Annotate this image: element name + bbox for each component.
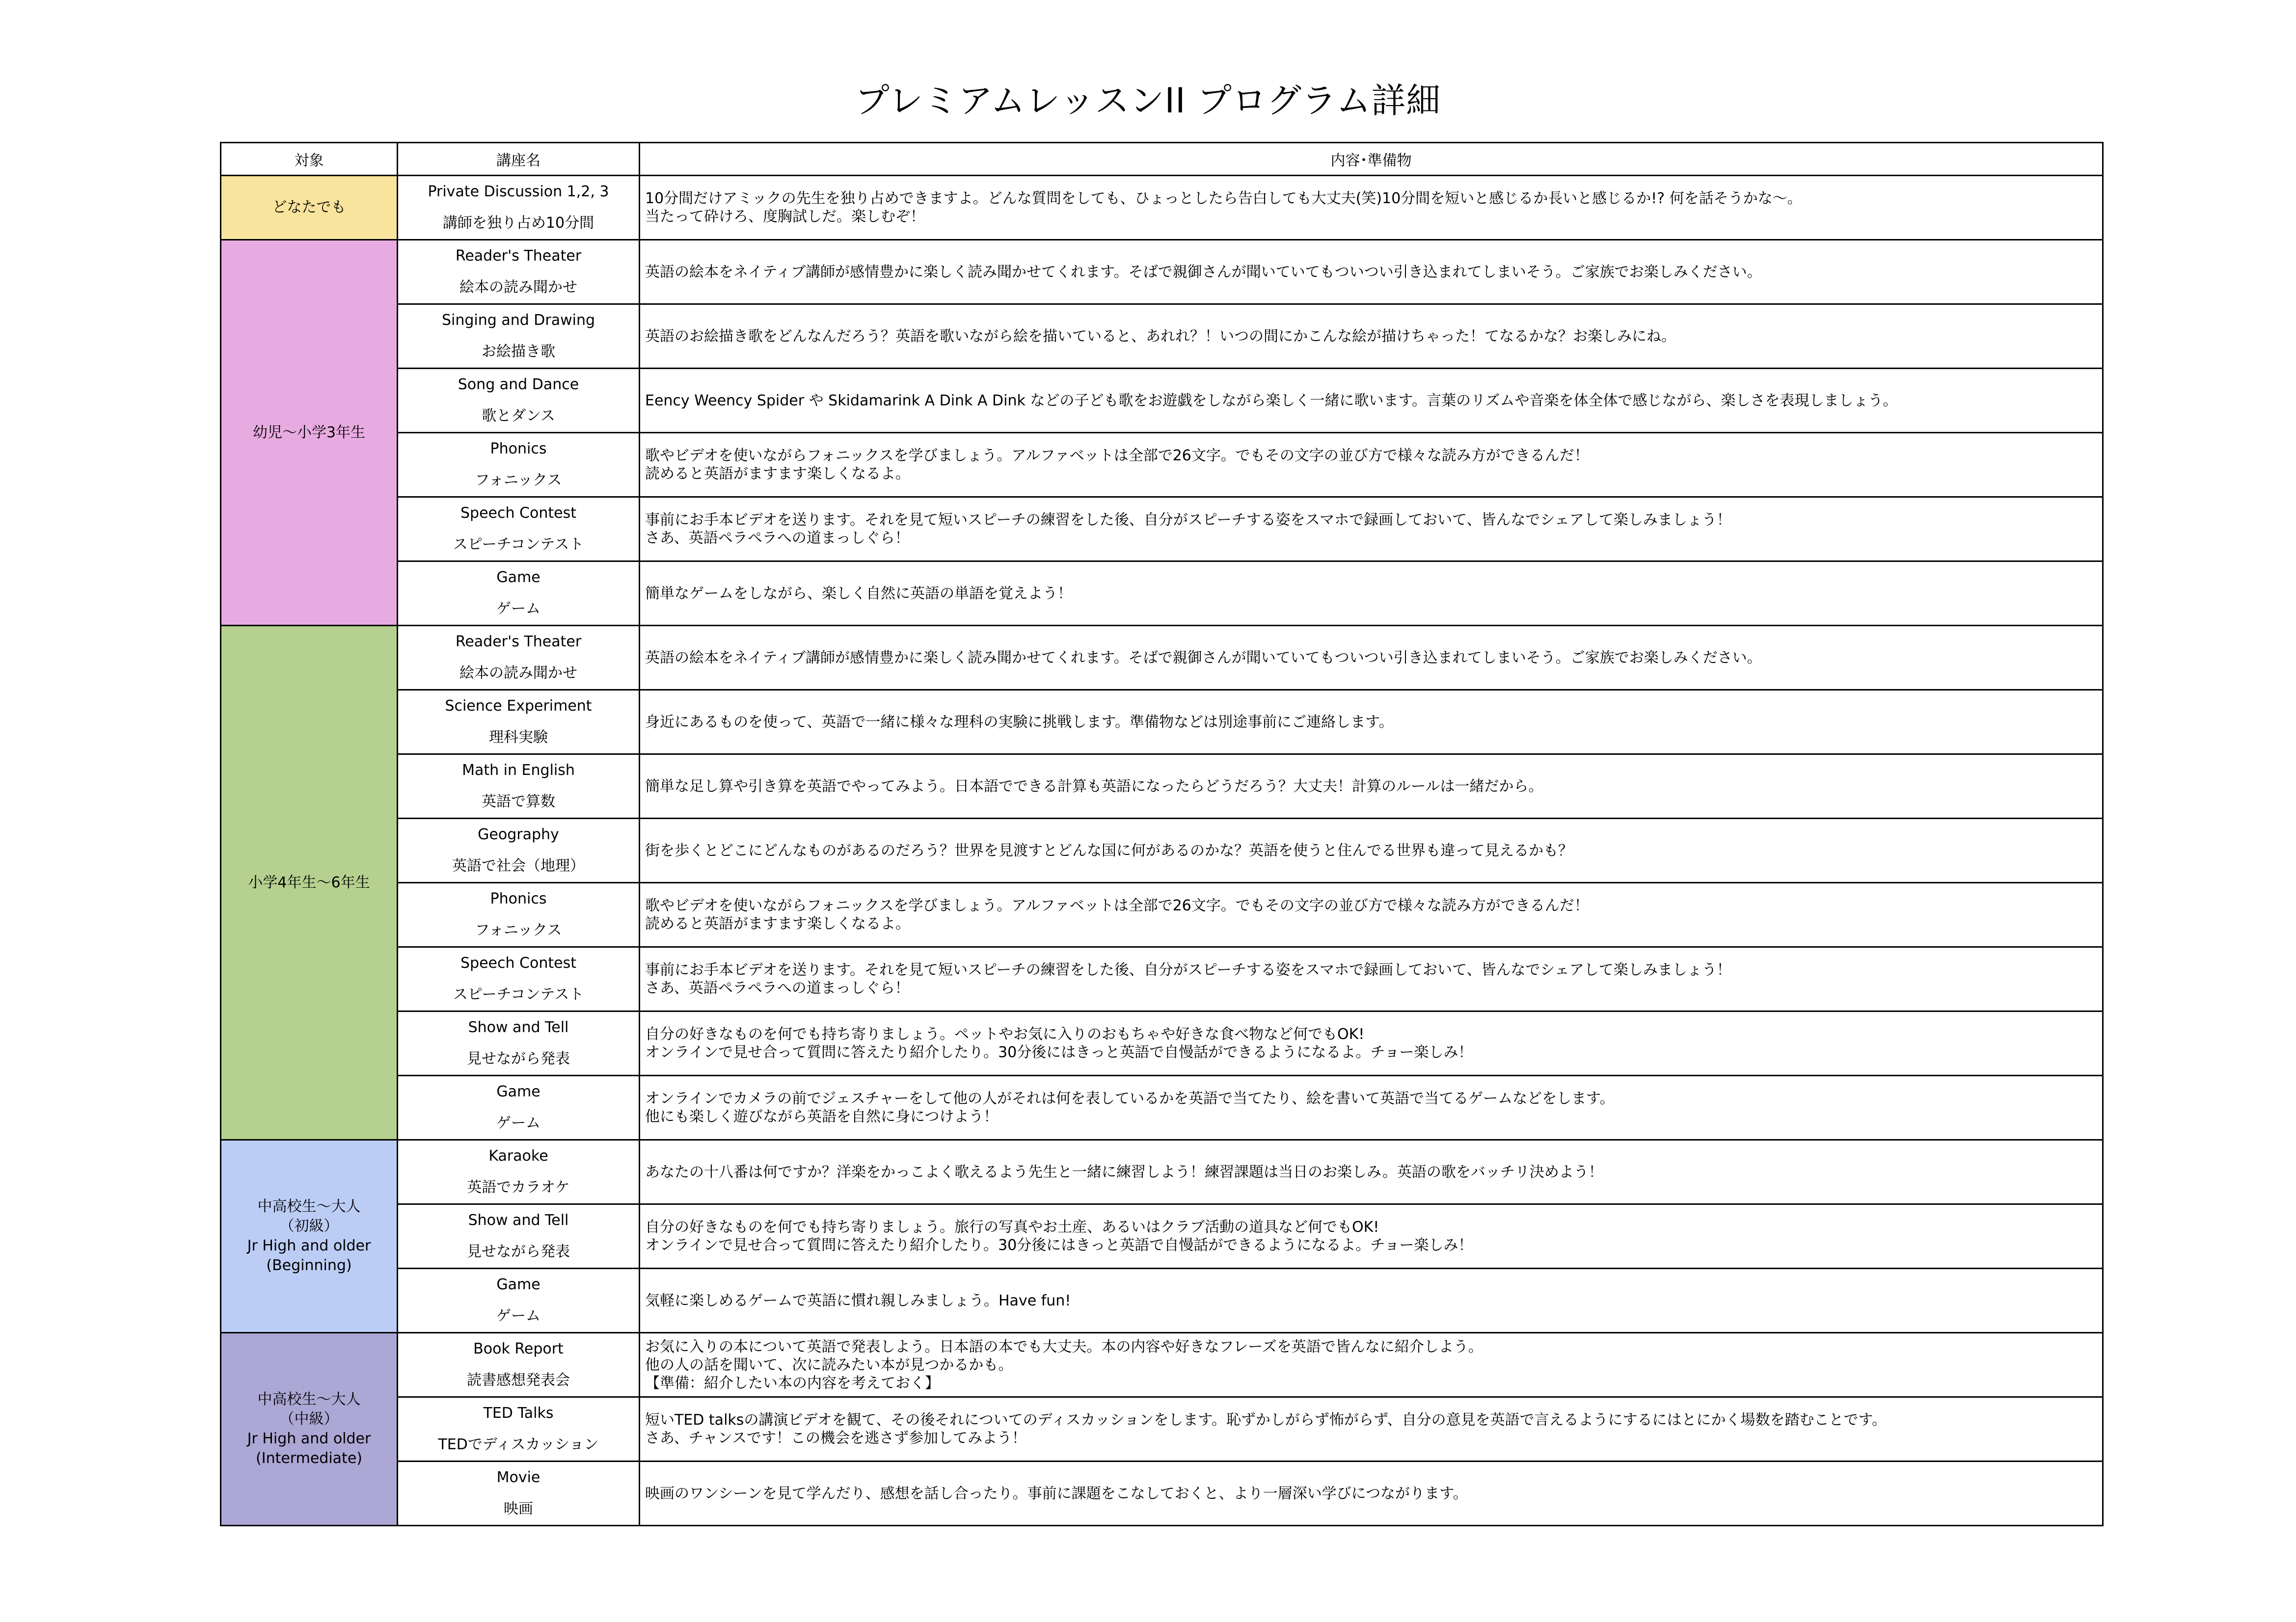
course-name-en: Speech Contest [460, 505, 576, 522]
details-line: 【準備：紹介したい本の内容を考えておく】 [645, 1374, 940, 1392]
course-name-en: Karaoke [488, 1147, 548, 1165]
details-line: 他にも楽しく遊びながら英語を自然に身につけよう！ [645, 1108, 999, 1125]
table-row [221, 369, 2103, 433]
course-name-ja: 映画 [504, 1500, 533, 1517]
details-line: 10分間だけアミックの先生を独り占めできますよ。どんな質問をしても、ひょっとしたら告白しても大丈夫(笑)10分間を短いと感じるか長いと感じるか!? 何を話そうかな〜。 [645, 190, 1802, 207]
course-details-cell [640, 240, 2103, 304]
course-name-cell [398, 304, 640, 369]
course-details-cell [640, 1140, 2103, 1204]
course-name-cell [398, 1397, 640, 1462]
details-line: 自分の好きなものを何でも持ち寄りましょう。旅行の写真やお土産、あるいはクラブ活動の道具など何でもOK! [645, 1219, 1379, 1236]
program-table-body [221, 176, 2103, 1526]
target-group-cell [221, 626, 398, 1140]
table-row [221, 1204, 2103, 1269]
course-name-ja: 理科実験 [489, 729, 548, 746]
course-details-cell [640, 1333, 2103, 1397]
course-name-ja: ゲーム [496, 600, 540, 617]
course-name-cell [398, 690, 640, 754]
course-name-ja: 読書感想発表会 [467, 1372, 570, 1389]
program-table [220, 142, 2104, 1526]
course-name-cell [398, 497, 640, 561]
table-row [221, 1076, 2103, 1140]
details-line: 気軽に楽しめるゲームで英語に慣れ親しみましょう。Have fun! [645, 1292, 1071, 1309]
course-name-cell [398, 1076, 640, 1140]
course-name-cell [398, 1462, 640, 1526]
details-line: 事前にお手本ビデオを送ります。それを見て短いスピーチの練習をした後、自分がスピーチする姿をスマホで録画しておいて、皆んなでシェアして楽しみましょう！ [645, 961, 1731, 979]
details-line: 短いTED talksの講演ビデオを観て、その後それについてのディスカッションをします。恥ずかしがらず怖がらず、自分の意見を英語で言えるようにするにはとにかく場数を踏むことです。 [645, 1411, 1887, 1429]
course-name-en: Game [496, 1083, 540, 1100]
details-line: 映画のワンシーンを見て学んだり、感想を話し合ったり。事前に課題をこなしておくと、より一層深い学びにつながります。 [645, 1485, 1468, 1502]
table-row [221, 561, 2103, 626]
target-label: （初級） [279, 1218, 339, 1235]
details-line: 英語の絵本をネイティブ講師が感情豊かに楽しく読み聞かせてくれます。そばで親御さんが聞いていてもついつい引き込まれてしまいそう。ご家族でお楽しみください。 [645, 649, 1762, 666]
course-name-ja: スピーチコンテスト [453, 986, 584, 1003]
course-details-cell [640, 1204, 2103, 1269]
course-details-cell [640, 433, 2103, 497]
target-label: Jr High and older [247, 1237, 371, 1254]
course-name-en: Song and Dance [458, 376, 579, 393]
header-target: 対象 [221, 143, 398, 176]
course-name-ja: 歌とダンス [482, 407, 555, 425]
course-details-cell [640, 626, 2103, 690]
details-line: 歌やビデオを使いながらフォニックスを学びましょう。アルファベットは全部で26文字。でもその文字の並び方で様々な読み方ができるんだ！ [645, 447, 1589, 464]
course-name-cell [398, 1011, 640, 1076]
table-row [221, 1397, 2103, 1462]
target-label: （中級） [279, 1410, 339, 1428]
course-name-en: Math in English [462, 762, 575, 779]
course-details-cell [640, 497, 2103, 561]
details-line: 身近にあるものを使って、英語で一緒に様々な理科の実験に挑戦します。準備物などは別途事前にご連絡します。 [645, 713, 1394, 731]
course-name-ja: スピーチコンテスト [453, 536, 584, 553]
table-row [221, 690, 2103, 754]
course-name-ja: TEDでディスカッション [438, 1436, 599, 1453]
course-name-cell [398, 561, 640, 626]
target-label: どなたでも [272, 199, 346, 216]
course-name-en: Science Experiment [445, 697, 592, 715]
course-name-ja: お絵描き歌 [482, 343, 555, 360]
details-line: 英語のお絵描き歌をどんなんだろう？英語を歌いながら絵を描いていると、あれれ？！いつの間にかこんな絵が描けちゃった！てなるかな？お楽しみにね。 [645, 327, 1676, 345]
course-name-en: Phonics [490, 890, 547, 907]
course-name-en: Book Report [473, 1340, 564, 1357]
target-group-cell [221, 1333, 398, 1526]
table-row [221, 626, 2103, 690]
details-line: 歌やビデオを使いながらフォニックスを学びましょう。アルファベットは全部で26文字。でもその文字の並び方で様々な読み方ができるんだ！ [645, 897, 1589, 914]
course-name-en: Singing and Drawing [441, 312, 595, 329]
header-row [221, 143, 2103, 176]
course-details-cell [640, 1011, 2103, 1076]
course-details-cell [640, 176, 2103, 240]
course-details-cell [640, 883, 2103, 947]
course-details-cell [640, 690, 2103, 754]
course-name-ja: 英語で算数 [482, 793, 555, 810]
course-details-cell [640, 819, 2103, 883]
course-name-ja: フォニックス [475, 922, 562, 939]
course-name-en: Phonics [490, 440, 547, 457]
course-details-cell [640, 369, 2103, 433]
details-line: お気に入りの本について英語で発表しよう。日本語の本でも大丈夫。本の内容や好きなフレーズを英語で皆んなに紹介しよう。 [645, 1338, 1483, 1356]
table-row [221, 754, 2103, 819]
table-row [221, 1011, 2103, 1076]
table-row [221, 1333, 2103, 1397]
table-row [221, 1140, 2103, 1204]
course-name-cell [398, 1269, 640, 1333]
course-name-en: Reader's Theater [455, 633, 582, 650]
course-details-cell [640, 754, 2103, 819]
details-line: さあ、チャンスです！この機会を逃さず参加してみよう！ [645, 1430, 1026, 1447]
details-line: 英語の絵本をネイティブ講師が感情豊かに楽しく読み聞かせてくれます。そばで親御さんが聞いていてもついつい引き込まれてしまいそう。ご家族でお楽しみください。 [645, 263, 1762, 281]
target-label: 中高校生〜大人 [257, 1198, 361, 1215]
course-details-cell [640, 1076, 2103, 1140]
header-course: 講座名 [398, 143, 640, 176]
details-line: 自分の好きなものを何でも持ち寄りましょう。ペットやお気に入りのおもちゃや好きな食べ物など何でもOK! [645, 1026, 1365, 1043]
course-name-en: Game [496, 1276, 540, 1293]
course-name-cell [398, 369, 640, 433]
details-line: オンラインで見せ合って質問に答えたり紹介したり。30分後にはきっと英語で自慢話ができるようになるよ。チョー楽しみ！ [645, 1044, 1473, 1061]
table-row [221, 176, 2103, 240]
course-name-en: Private Discussion 1,2, 3 [428, 183, 609, 200]
course-name-cell [398, 819, 640, 883]
table-row [221, 240, 2103, 304]
table-row [221, 947, 2103, 1011]
course-name-en: Reader's Theater [455, 247, 582, 265]
course-details-cell [640, 947, 2103, 1011]
course-name-ja: 見せながら発表 [467, 1243, 570, 1260]
course-name-cell [398, 1140, 640, 1204]
table-row [221, 497, 2103, 561]
table-row [221, 883, 2103, 947]
target-label: 中高校生〜大人 [257, 1391, 361, 1408]
course-name-en: Show and Tell [468, 1212, 569, 1229]
course-name-cell [398, 947, 640, 1011]
course-name-ja: 英語で社会（地理） [452, 857, 585, 875]
target-label: Jr High and older [247, 1430, 371, 1447]
table-row [221, 819, 2103, 883]
details-line: オンラインで見せ合って質問に答えたり紹介したり。30分後にはきっと英語で自慢話ができるようになるよ。チョー楽しみ！ [645, 1237, 1473, 1254]
details-line: 当たって砕けろ、度胸試しだ。楽しむぞ！ [645, 208, 925, 225]
details-line: 読めると英語がますます楽しくなるよ。 [645, 915, 910, 932]
course-name-en: Geography [478, 826, 559, 843]
target-label: (Beginning) [266, 1257, 352, 1274]
course-name-ja: フォニックス [475, 472, 562, 489]
course-name-cell [398, 1333, 640, 1397]
course-name-cell [398, 883, 640, 947]
course-details-cell [640, 304, 2103, 369]
course-name-en: TED Talks [483, 1405, 554, 1422]
course-name-ja: ゲーム [496, 1115, 540, 1132]
course-name-ja: 見せながら発表 [467, 1050, 570, 1067]
details-line: さあ、英語ペラペラへの道まっしぐら！ [645, 980, 910, 997]
course-details-cell [640, 1397, 2103, 1462]
details-line: あなたの十八番は何ですか？洋楽をかっこよく歌えるよう先生と一緒に練習しよう！練習課題は当日のお楽しみ。英語の歌をバッチリ決めよう！ [645, 1163, 1603, 1181]
page-title: プレミアムレッスンII プログラム詳細 [855, 80, 1441, 121]
details-line: Eency Weency Spider や Skidamarink A Dink A Dink などの子ども歌をお遊戯をしながら楽しく一緒に歌います。言葉のリズムや音楽を体全体で感じながら、楽しさを表現しましょう。 [645, 392, 1898, 409]
table-row [221, 304, 2103, 369]
course-name-en: Movie [496, 1469, 540, 1486]
table-row [221, 1462, 2103, 1526]
details-line: オンラインでカメラの前でジェスチャーをして他の人がそれは何を表しているかを英語で当てたり、絵を書いて英語で当てるゲームなどをします。 [645, 1090, 1615, 1107]
course-name-ja: 英語でカラオケ [467, 1179, 570, 1196]
course-name-cell [398, 240, 640, 304]
course-details-cell [640, 1462, 2103, 1526]
course-details-cell [640, 1269, 2103, 1333]
course-name-en: Game [496, 569, 540, 586]
target-group-cell [221, 176, 398, 240]
course-name-ja: 絵本の読み聞かせ [459, 279, 577, 296]
target-label: 幼児〜小学3年生 [252, 424, 366, 441]
details-line: 事前にお手本ビデオを送ります。それを見て短いスピーチの練習をした後、自分がスピーチする姿をスマホで録画しておいて、皆んなでシェアして楽しみましょう！ [645, 511, 1731, 529]
course-name-en: Speech Contest [460, 955, 576, 972]
course-name-cell [398, 754, 640, 819]
details-line: 読めると英語がますます楽しくなるよ。 [645, 465, 910, 482]
course-name-ja: 講師を独り占め10分間 [442, 214, 594, 232]
target-label: 小学4年生〜6年生 [248, 874, 370, 891]
target-group-cell [221, 240, 398, 626]
course-name-cell [398, 1204, 640, 1269]
details-line: 他の人の話を聞いて、次に読みたい本が見つかるかも。 [645, 1356, 1013, 1374]
details-line: 簡単なゲームをしながら、楽しく自然に英語の単語を覚えよう！ [645, 585, 1072, 602]
course-details-cell [640, 561, 2103, 626]
details-line: さあ、英語ペラペラへの道まっしぐら！ [645, 530, 910, 547]
target-label: (Intermediate) [256, 1450, 362, 1467]
course-name-en: Show and Tell [468, 1019, 569, 1036]
course-name-ja: 絵本の読み聞かせ [459, 665, 577, 682]
details-line: 簡単な足し算や引き算を英語でやってみよう。日本語でできる計算も英語になったらどうだろう？大丈夫！計算のルールは一緒だから。 [645, 777, 1543, 795]
course-name-cell [398, 433, 640, 497]
course-name-ja: ゲーム [496, 1307, 540, 1325]
target-group-cell [221, 1140, 398, 1333]
table-row [221, 433, 2103, 497]
table-row [221, 1269, 2103, 1333]
header-details: 内容･準備物 [640, 143, 2103, 176]
course-name-cell [398, 176, 640, 240]
details-line: 街を歩くとどこにどんなものがあるのだろう？世界を見渡すとどんな国に何があるのかな？英語を使うと住んでる世界も違って見えるかも？ [645, 842, 1573, 859]
course-name-cell [398, 626, 640, 690]
